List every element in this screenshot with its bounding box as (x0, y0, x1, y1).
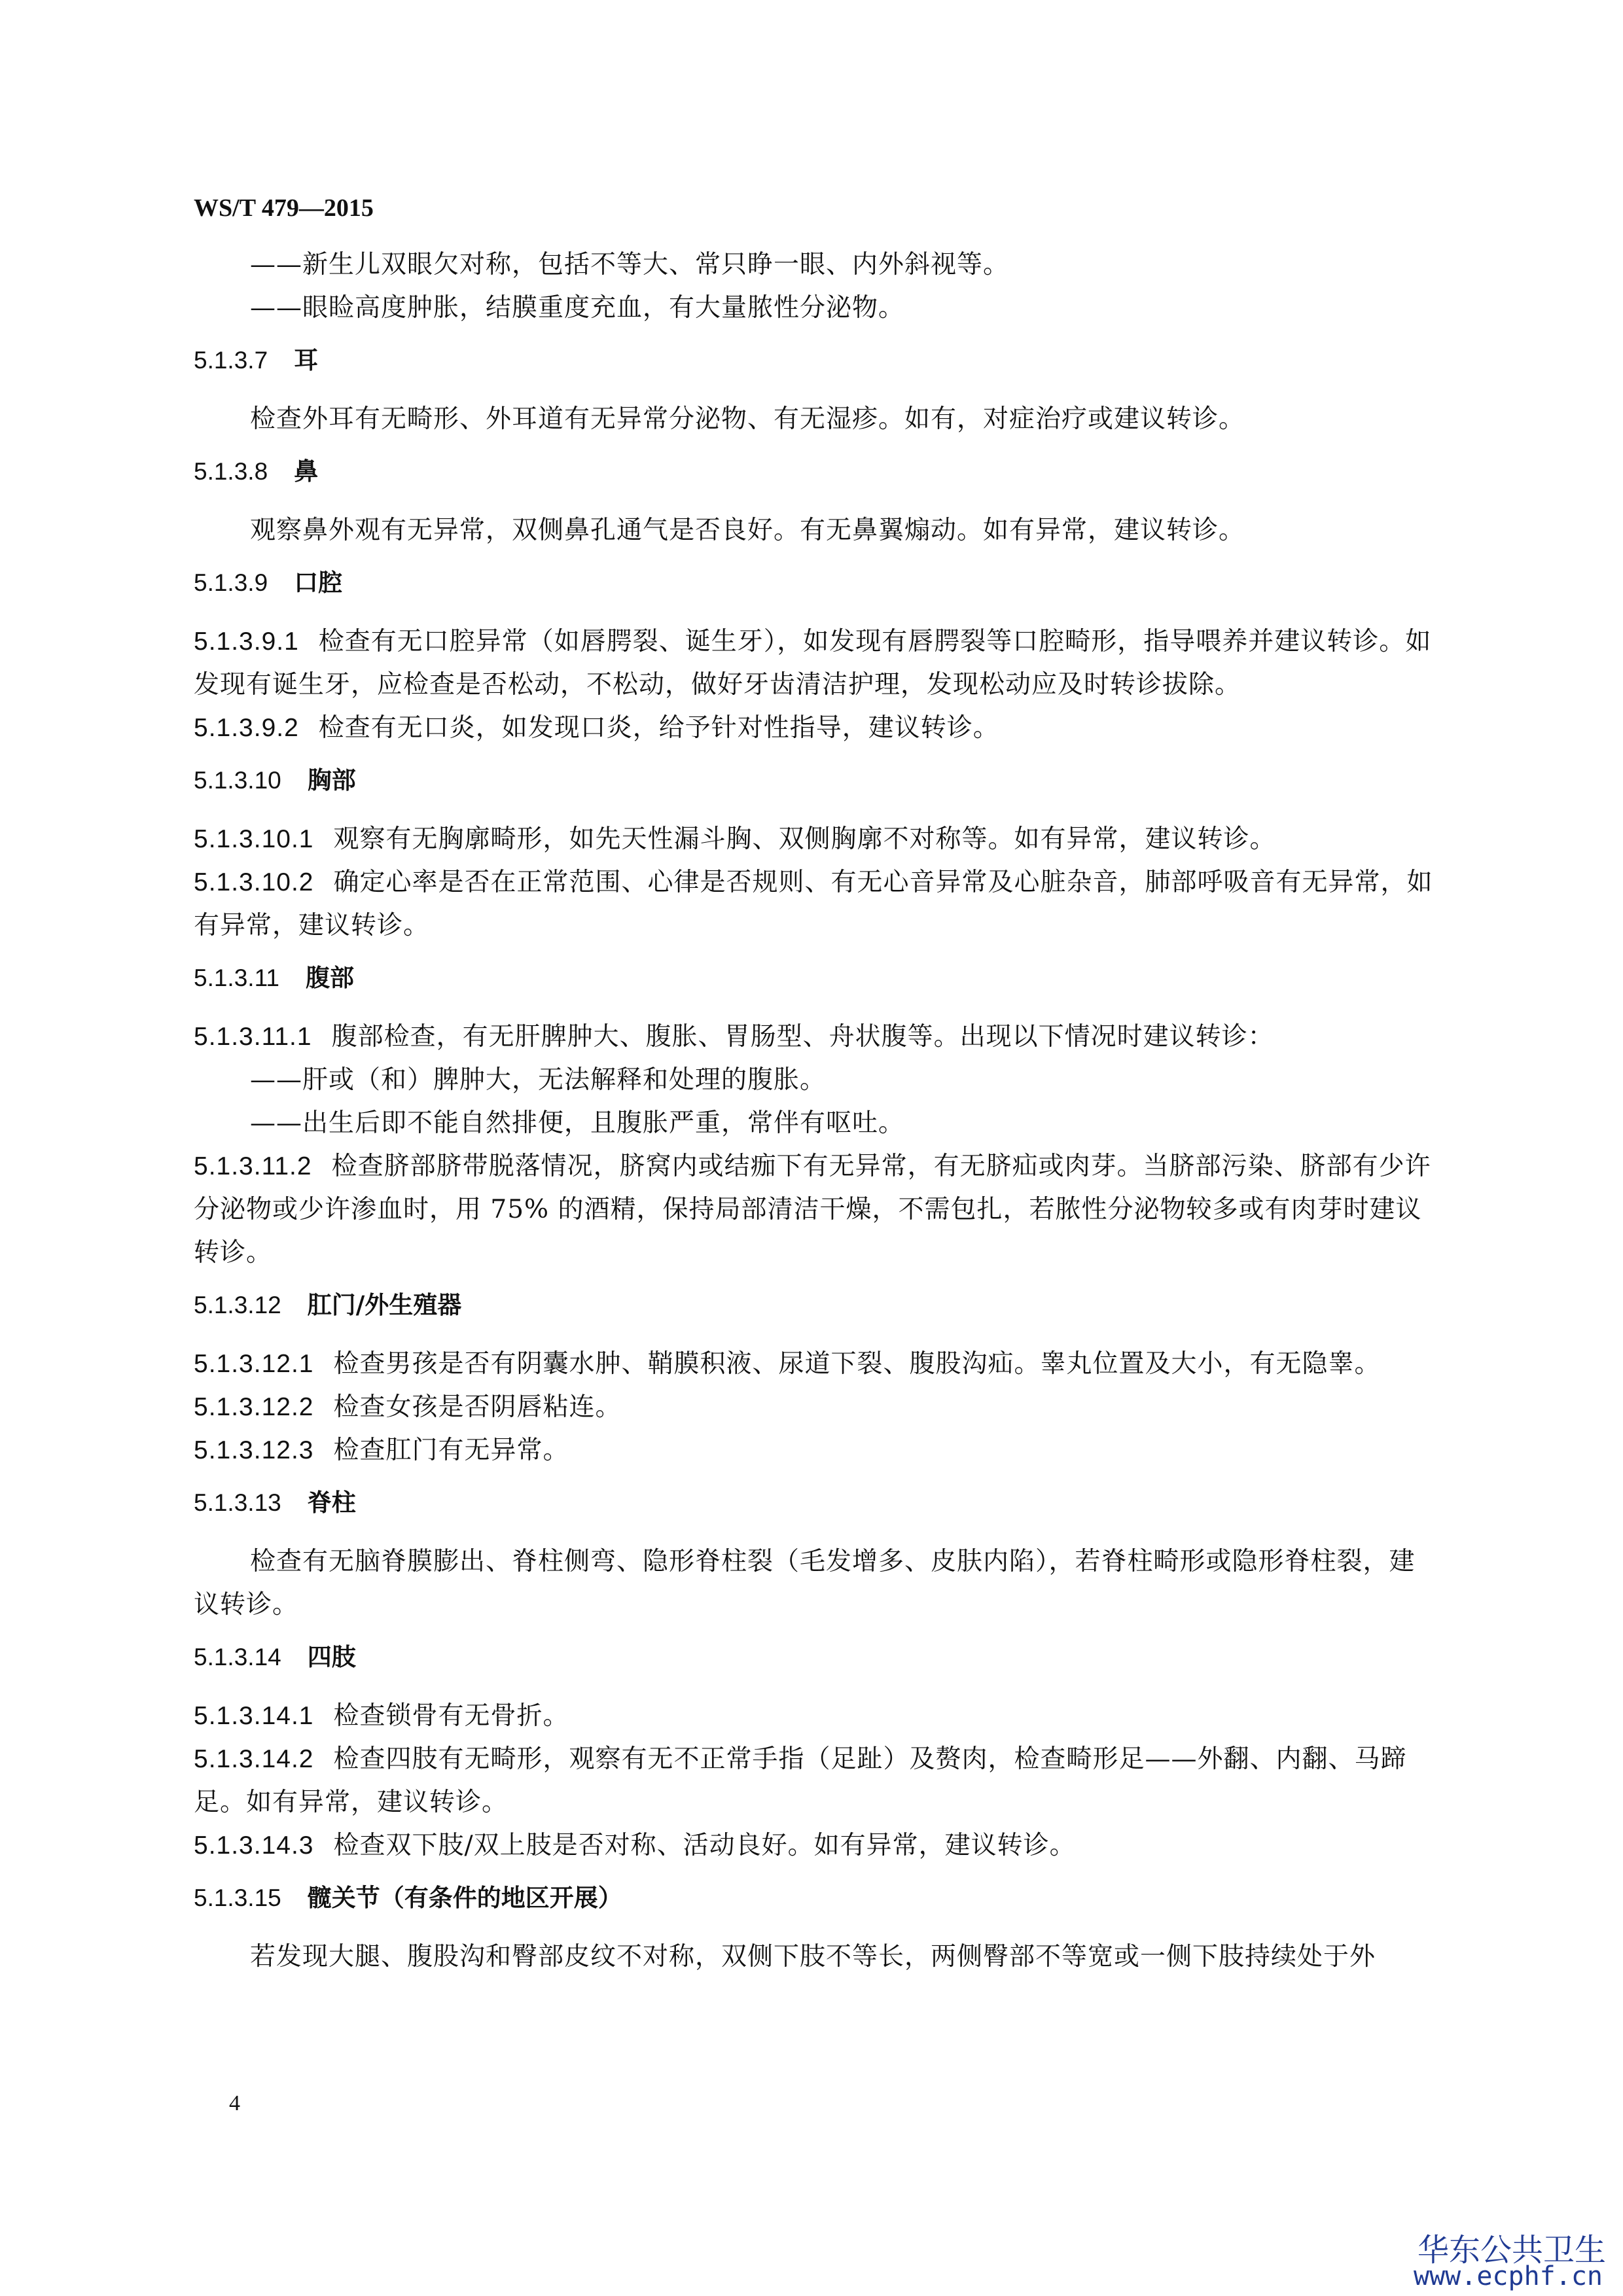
section-number: 5.1.3.14 (194, 1644, 281, 1670)
clause-text: 检查四肢有无畸形，观察有无不正常手指（足趾）及赘肉，检查畸形足——外翻、内翻、马蹄足。如有异常，建议转诊。 (194, 1744, 1407, 1817)
clause-text: 检查男孩是否有阴囊水肿、鞘膜积液、尿道下裂、腹股沟疝。睾丸位置及大小，有无隐睾。 (333, 1349, 1381, 1379)
section-heading (194, 759, 1441, 802)
clause-text: 检查女孩是否阴唇粘连。 (333, 1392, 622, 1422)
section-title: 脊柱 (307, 1489, 356, 1517)
section-title: 胸部 (307, 766, 356, 794)
clause-number: 5.1.3.14.3 (194, 1831, 314, 1860)
paragraph: 检查外耳有无畸形、外耳道有无异常分泌物、有无湿疹。如有，对症治疗或建议转诊。 (250, 404, 1245, 434)
paragraph: 观察鼻外观有无异常，双侧鼻孔通气是否良好。有无鼻翼煽动。如有异常，建议转诊。 (250, 516, 1245, 545)
numbered-paragraph (194, 1145, 1441, 1275)
section-number: 5.1.3.7 (194, 347, 268, 374)
section-heading (194, 1636, 1441, 1679)
clause-number: 5.1.3.11.1 (194, 1023, 312, 1051)
clause-text: 观察有无胸廓畸形，如先天性漏斗胸、双侧胸廓不对称等。如有异常，建议转诊。 (333, 824, 1276, 854)
numbered-paragraph (194, 1824, 1441, 1867)
numbered-paragraph (194, 1016, 1441, 1059)
clause-text: 检查双下肢/双上肢是否对称、活动良好。如有异常，建议转诊。 (333, 1831, 1076, 1860)
section-number: 5.1.3.13 (194, 1489, 281, 1516)
section-title: 四肢 (307, 1643, 356, 1671)
clause-text: 检查有无口腔异常（如唇腭裂、诞生牙），如发现有唇腭裂等口腔畸形，指导喂养并建议转诊。如发现有诞生牙，应检查是否松动，不松动，做好牙齿清洁护理，发现松动应及时转诊拔除。 (194, 627, 1432, 699)
paragraph: 若发现大腿、腹股沟和臀部皮纹不对称，双侧下肢不等长，两侧臀部不等宽或一侧下肢持续处于外 (250, 1942, 1376, 1971)
paragraph: 检查有无脑脊膜膨出、脊柱侧弯、隐形脊柱裂（毛发增多、皮肤内陷），若脊柱畸形或隐形脊柱裂，建议转诊。 (194, 1547, 1416, 1619)
watermark-url: www.ecphf.cn (1414, 2261, 1603, 2291)
numbered-paragraph (194, 818, 1441, 861)
clause-number: 5.1.3.9.2 (194, 714, 299, 742)
section-heading (194, 957, 1441, 1000)
numbered-paragraph (194, 1343, 1441, 1386)
numbered-paragraph (194, 1738, 1441, 1824)
dash-list-item: ——出生后即不能自然排便，且腹胀严重，常伴有呕吐。 (250, 1108, 905, 1138)
clause-text: 检查肛门有无异常。 (333, 1436, 569, 1465)
clause-text: 腹部检查，有无肝脾肿大、腹胀、胃肠型、舟状腹等。出现以下情况时建议转诊： (331, 1022, 1274, 1051)
clause-number: 5.1.3.14.1 (194, 1702, 314, 1730)
standard-number: WS/T 479—2015 (194, 194, 374, 222)
section-heading (194, 450, 1441, 493)
section-title: 耳 (294, 346, 319, 374)
numbered-paragraph (194, 1386, 1441, 1429)
section-heading (194, 1284, 1441, 1327)
section-number: 5.1.3.8 (194, 458, 268, 485)
clause-number: 5.1.3.12.1 (194, 1350, 314, 1378)
page-number: 4 (229, 2091, 240, 2115)
section-number: 5.1.3.15 (194, 1884, 281, 1911)
section-title: 髋关节（有条件的地区开展） (307, 1884, 622, 1912)
clause-text: 确定心率是否在正常范围、心律是否规则、有无心音异常及心脏杂音，肺部呼吸音有无异常，如有异常，建议转诊。 (194, 868, 1433, 940)
section-heading (194, 339, 1441, 382)
clause-text: 检查有无口炎，如发现口炎，给予针对性指导，建议转诊。 (318, 713, 999, 743)
clause-number: 5.1.3.10.2 (194, 868, 314, 896)
dash-list-item: ——新生儿双眼欠对称，包括不等大、常只睁一眼、内外斜视等。 (250, 250, 1010, 279)
numbered-paragraph (194, 1429, 1441, 1472)
section-title: 腹部 (305, 964, 354, 992)
section-number: 5.1.3.9 (194, 569, 268, 596)
section-number: 5.1.3.10 (194, 767, 281, 794)
clause-number: 5.1.3.10.1 (194, 825, 314, 853)
numbered-paragraph (194, 620, 1441, 707)
clause-number: 5.1.3.14.2 (194, 1745, 314, 1773)
section-heading (194, 1877, 1441, 1920)
section-heading (194, 1481, 1441, 1525)
section-title: 鼻 (294, 457, 319, 486)
numbered-paragraph (194, 1695, 1441, 1738)
section-title: 口腔 (294, 569, 343, 597)
document-body (194, 243, 1441, 1979)
clause-number: 5.1.3.11.2 (194, 1152, 312, 1180)
dash-list-item: ——肝或（和）脾肿大，无法解释和处理的腹胀。 (250, 1065, 827, 1095)
section-number: 5.1.3.12 (194, 1292, 281, 1318)
section-title: 肛门/外生殖器 (307, 1291, 462, 1319)
section-number: 5.1.3.11 (194, 964, 279, 991)
clause-number: 5.1.3.12.2 (194, 1393, 314, 1421)
clause-text: 检查锁骨有无骨折。 (333, 1701, 569, 1731)
clause-number: 5.1.3.12.3 (194, 1436, 314, 1464)
dash-list-item: ——眼睑高度肿胀，结膜重度充血，有大量脓性分泌物。 (250, 293, 905, 323)
watermark-title: 华东公共卫生 (1418, 2232, 1607, 2269)
numbered-paragraph (194, 861, 1441, 947)
section-heading (194, 561, 1441, 605)
numbered-paragraph (194, 707, 1441, 750)
clause-text: 检查脐部脐带脱落情况，脐窝内或结痂下有无异常，有无脐疝或肉芽。当脐部污染、脐部有少许分泌物或少许渗血时，用 75% 的酒精，保持局部清洁干燥，不需包扎，若脓性分泌物较多或有肉芽时建议转诊。 (194, 1152, 1431, 1267)
clause-number: 5.1.3.9.1 (194, 627, 299, 656)
